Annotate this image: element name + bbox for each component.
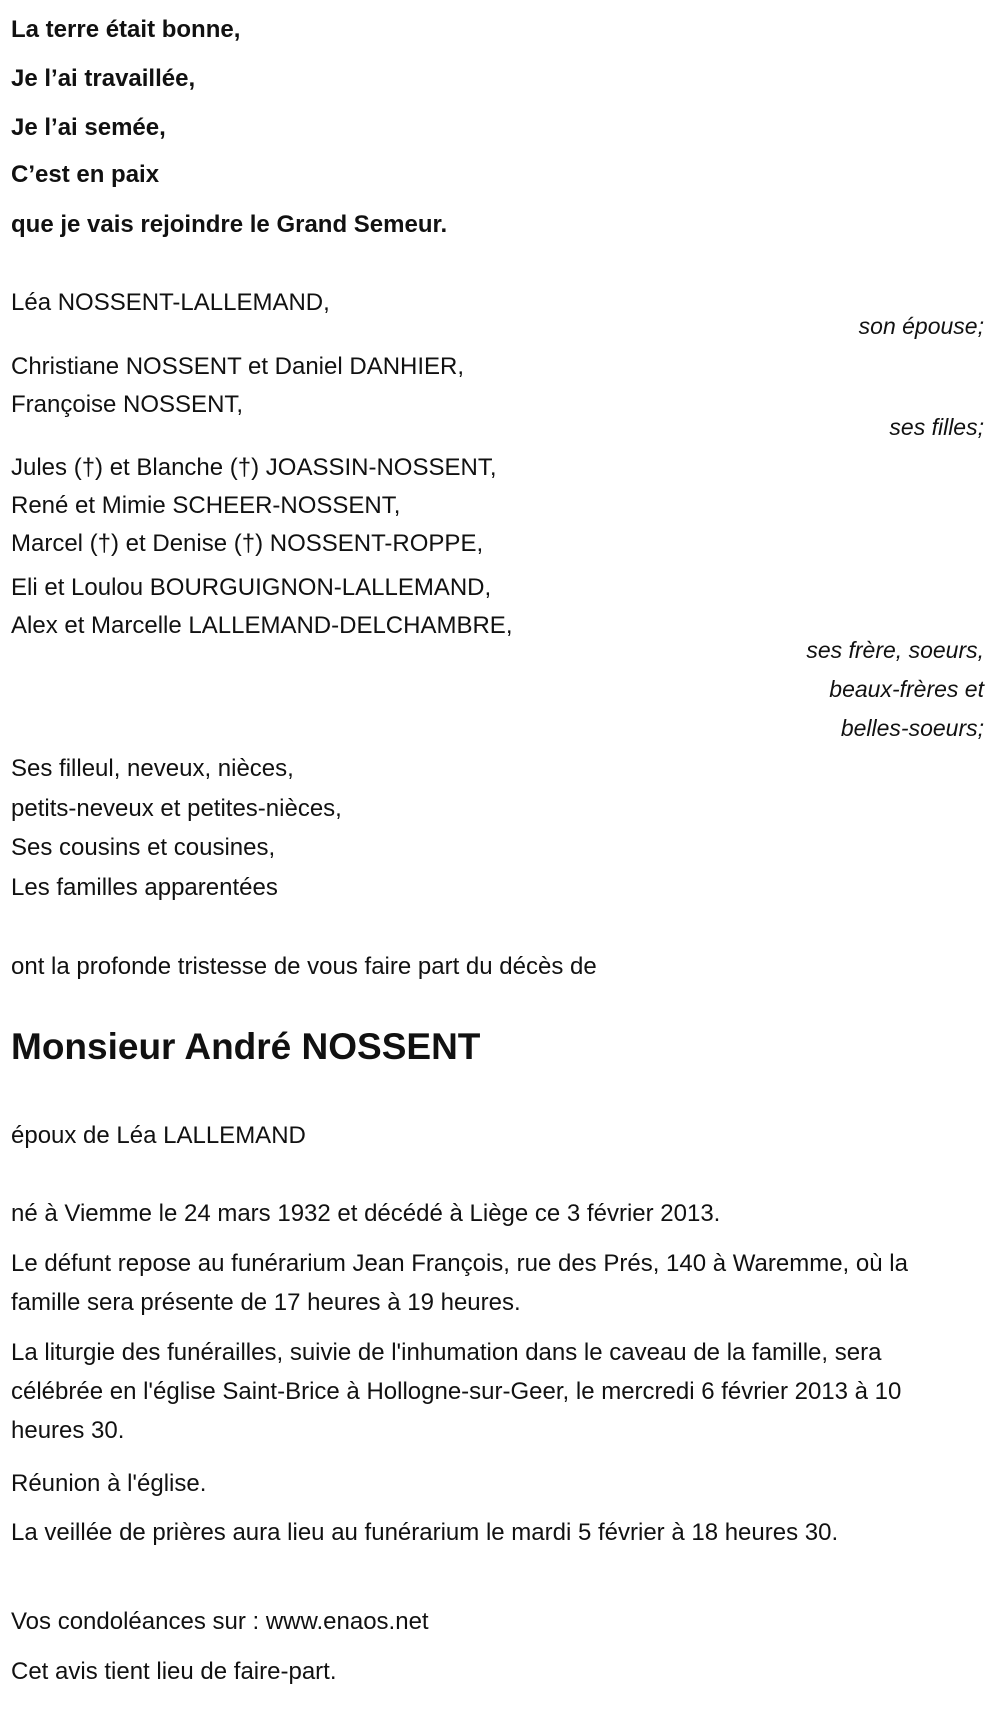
spouse-name: Léa NOSSENT-LALLEMAND,: [11, 289, 330, 316]
siblings-role: belles-soeurs;: [840, 715, 984, 741]
spouse-role: son épouse;: [858, 313, 984, 339]
poem-line: La terre était bonne,: [11, 16, 241, 43]
deceased-name: Monsieur André NOSSENT: [11, 1026, 481, 1067]
relatives-line: Ses cousins et cousines,: [11, 834, 276, 861]
meeting-info: Réunion à l'église.: [11, 1470, 207, 1497]
funeral-info: La liturgie des funérailles, suivie de l'inhumation dans le caveau de la famille, sera célébrée en l'église Saint-Brice à Hollogne-sur-Geer, le mercredi 6 février 2013 à 10 heures 30.: [11, 1339, 902, 1444]
announcement: ont la profonde tristesse de vous faire part du décès de: [11, 953, 597, 980]
poem-line: que je vais rejoindre le Grand Semeur.: [11, 211, 448, 238]
siblings-role: ses frère, soeurs,: [806, 637, 984, 663]
husband-of: époux de Léa LALLEMAND: [11, 1122, 306, 1149]
vigil-info: La veillée de prières aura lieu au funérarium le mardi 5 février à 18 heures 30.: [11, 1519, 839, 1546]
daughters-role: ses filles;: [889, 414, 984, 440]
poem-line: Je l’ai travaillée,: [11, 65, 196, 92]
birth-death: né à Viemme le 24 mars 1932 et décédé à Liège ce 3 février 2013.: [11, 1200, 721, 1227]
relatives-line: petits-neveux et petites-nièces,: [11, 795, 342, 822]
repose-info: Le défunt repose au funérarium Jean François, rue des Prés, 140 à Waremme, où la famille sera présente de 17 heures à 19 heures.: [11, 1250, 908, 1316]
siblings-role: beaux-frères et: [829, 676, 984, 702]
relatives-line: Ses filleul, neveux, nièces,: [11, 755, 294, 782]
sibling-name: Marcel (†) et Denise (†) NOSSENT-ROPPE,: [11, 530, 484, 557]
sibling-name: Jules (†) et Blanche (†) JOASSIN-NOSSENT,: [11, 454, 497, 481]
condolences-info: Vos condoléances sur : www.enaos.net: [11, 1608, 429, 1635]
relatives-line: Les familles apparentées: [11, 874, 278, 901]
sibling-name: Eli et Loulou BOURGUIGNON-LALLEMAND,: [11, 574, 492, 601]
daughter-name: Françoise NOSSENT,: [11, 391, 244, 418]
poem-line: Je l’ai semée,: [11, 114, 166, 141]
sibling-name: Alex et Marcelle LALLEMAND-DELCHAMBRE,: [11, 612, 513, 639]
sibling-name: René et Mimie SCHEER-NOSSENT,: [11, 492, 401, 519]
poem-line: C’est en paix: [11, 161, 160, 188]
daughter-name: Christiane NOSSENT et Daniel DANHIER,: [11, 353, 465, 380]
notice-info: Cet avis tient lieu de faire-part.: [11, 1658, 337, 1685]
